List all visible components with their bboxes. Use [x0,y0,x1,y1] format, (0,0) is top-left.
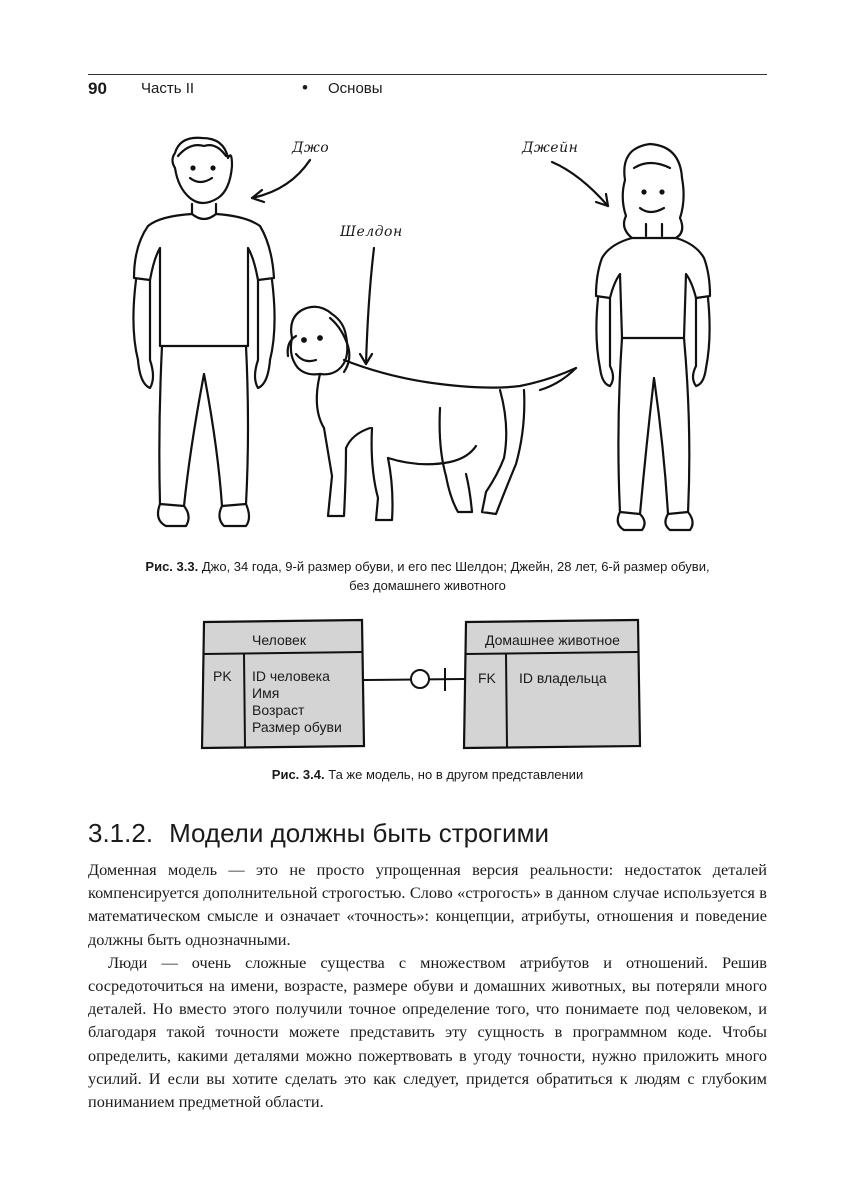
figure-3-3-caption [88,557,767,595]
person-entity-title: Человек [252,632,306,648]
part-title: Часть II [141,80,195,97]
person-attribute: Возраст [252,702,305,718]
section-title: Основы [328,80,383,97]
jane-figure [596,144,710,530]
person-attribute: Размер обуви [252,719,342,735]
people-and-dog-drawing [120,128,740,548]
body-text [88,858,767,1113]
zero-cardinality-circle [411,670,429,688]
sheldon-dog-figure [288,307,576,520]
caption-line-1: Джо, 34 года, 9-й размер обуви, и его пес Шелдон; Джейн, 28 лет, 6-й размер обуви, [201,559,710,574]
header-bullet: • [302,78,308,97]
pet-foreign-key: FK [478,670,496,686]
pet-attribute: ID владельца [519,670,607,686]
page-number: 90 [88,79,107,98]
paragraph: Доменная модель — это не просто упрощенная версия реальности: недостаток деталей компенсируется дополнительной строгостью. Слово «строгость» в данном случае используется в математическом смысле и означает «точность»: концепции, атрибуты, отношения и поведение должны быть однозначными. [88,860,767,949]
section-heading [88,818,549,849]
person-primary-key: PK [213,668,232,684]
caption-line-2: без домашнего животного [349,578,506,593]
person-attribute: ID человека [252,668,330,684]
running-header [88,74,767,104]
label-joe: Джо [292,140,330,156]
caption-text: Та же модель, но в другом представлении [328,767,584,782]
figure-3-3-illustration [120,128,740,548]
caption-label: Рис. 3.3. [145,559,199,574]
section-heading-title: Модели должны быть строгими [169,818,549,848]
label-jane: Джейн [522,140,579,156]
label-sheldon: Шелдон [340,224,403,240]
section-number: 3.1.2. [88,818,154,848]
sheldon-arrow [366,248,374,364]
pet-entity-title: Домашнее животное [485,632,620,648]
header-rule [88,74,767,75]
person-attribute: Имя [252,685,280,701]
er-diagram [198,618,660,750]
paragraph: Люди — очень сложные существа с множеством атрибутов и отношений. Решив сосредоточиться на имени, возрасте, размере обуви и домашних животных, вы потеряли много деталей. Но вместо этого получили точное определение того, что понимаете под человеком, и благодаря такой точности можете представить эту сущность в программном коде. Чтобы определить, какими деталями можно пожертвовать в угоду точности, нужно приложить много усилий. И если вы хотите сделать это как следует, придется обратиться к людям с глубоким пониманием предметной области. [88,952,767,1112]
jane-arrow [552,162,608,206]
caption-label: Рис. 3.4. [271,767,325,782]
figure-3-4-caption [88,765,767,784]
